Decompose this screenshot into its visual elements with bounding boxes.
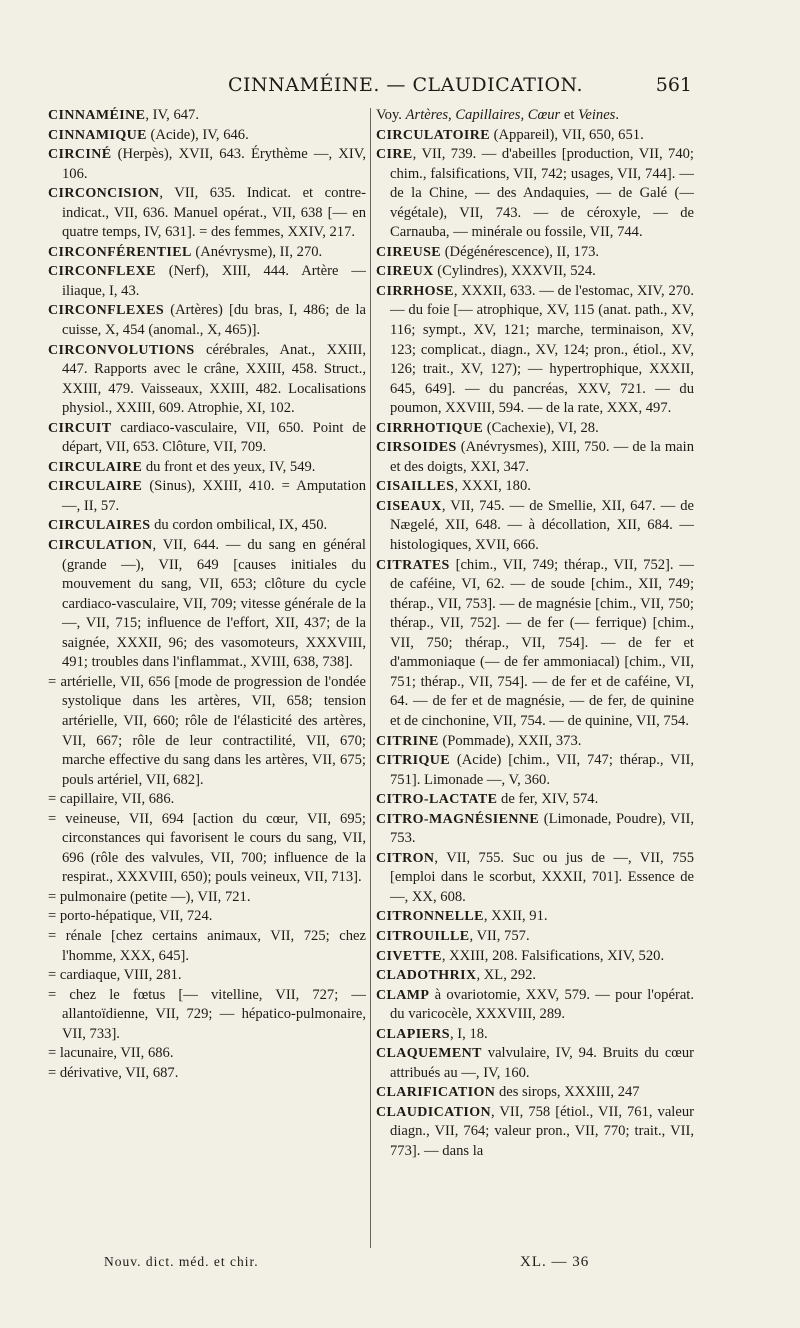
entry-term: CIRCONFLEXES	[48, 303, 165, 319]
entry-term: CINNAMÉINE	[48, 108, 146, 123]
index-entry	[48, 673, 366, 790]
index-entry	[48, 907, 366, 927]
entry-term: CIRCULATOIRE	[376, 127, 490, 143]
index-entry	[48, 419, 366, 458]
entry-term: CITRATES	[376, 557, 450, 573]
entry-references: = artérielle, VII, 656 [mode de progression de l'ondée systolique dans les artères, VII, 658; tension artérielle, VII, 660; rôle de l'élasticité des artères, VII, 667; rôle de leur contractilité, VII, 670; marche effective du sang dans les artères, VII, 675; pouls artériel, VII, 682].	[48, 673, 366, 788]
index-entry	[376, 810, 694, 849]
index-entry	[376, 477, 694, 497]
entry-references: des sirops, XXXIII, 247	[495, 1084, 640, 1101]
index-entry	[48, 243, 366, 263]
entry-references: , XXII, 91.	[483, 908, 548, 925]
entry-references: (Sinus), XXIII, 410. = Amputation —, II, 57.	[62, 478, 366, 514]
entry-references: = porto-hépatique, VII, 724.	[48, 908, 213, 925]
entry-term: CITRONNELLE	[376, 909, 484, 925]
index-entry	[376, 243, 694, 263]
entry-term: CITRIQUE	[376, 753, 450, 769]
running-head	[0, 74, 800, 104]
entry-term: CIRSOIDES	[376, 440, 457, 456]
index-entry	[48, 536, 366, 673]
see-also-prefix: Voy.	[376, 107, 406, 123]
entry-term: CLADOTHRIX	[376, 968, 477, 984]
entry-references: , IV, 647.	[145, 107, 199, 123]
entry-references: (Acide) [chim., VII, 747; thérap., VII, 751]. Limonade —, V, 360.	[390, 752, 694, 788]
index-entry	[48, 106, 366, 126]
entry-term: CITRON	[376, 850, 435, 866]
index-entry	[376, 145, 694, 243]
index-entry	[48, 126, 366, 146]
entry-references: , VII, 644. — du sang en général (grande —), VII, 649 [causes initiales du mouvement du sang, VII, 653; clôture du cycle cardiaco-vasculaire, VII, 709; vitesse générale de la —, VII, 715; influence de l'effort, XII, 437; de la saignée, XXXII, 96; des vasomoteurs, XXXVIII, 491; troubles dans l'inflammat., XVIII, 638, 738].	[62, 537, 366, 671]
entry-references: = capillaire, VII, 686.	[48, 791, 175, 808]
index-entry	[376, 849, 694, 908]
entry-term: CLAMP	[376, 987, 430, 1003]
entry-term: CITRO-MAGNÉSIENNE	[376, 811, 540, 827]
entry-references: (Pommade), XXII, 373.	[438, 732, 582, 749]
entry-references: (Artères) [du bras, I, 486; de la cuisse, X, 454 (anomal., X, 465)].	[62, 302, 366, 339]
entry-references: (Nerf), XIII, 444. Artère — iliaque, I, 43.	[62, 263, 366, 299]
entry-references: valvulaire, IV, 94. Bruits du cœur attribués au —, IV, 160.	[390, 1045, 694, 1081]
index-entry	[48, 516, 366, 536]
index-entry	[48, 810, 366, 888]
index-entry	[48, 888, 366, 908]
entry-references: , VII, 755. Suc ou jus de —, VII, 755 [emploi dans le scorbut, XXXII, 701]. Essence de —, XX, 608.	[390, 849, 694, 905]
index-entry	[376, 1103, 694, 1162]
footer-signature: XL. — 36	[520, 1254, 590, 1270]
index-entry	[376, 282, 694, 419]
left-column	[48, 106, 366, 1083]
index-entry	[376, 947, 694, 967]
index-entry	[376, 497, 694, 556]
entry-term: CIRCONVOLUTIONS	[48, 342, 195, 358]
entry-term: CIREUX	[376, 264, 434, 280]
entry-references: (Dégénérescence), II, 173.	[441, 243, 600, 260]
index-entry	[376, 1083, 694, 1103]
index-entry	[376, 732, 694, 752]
entry-references: du cordon ombilical, IX, 450.	[150, 517, 328, 534]
entry-references: (Anévrysmes), XIII, 750. — de la main et des doigts, XXI, 347.	[390, 439, 694, 475]
footer-publication: Nouv. dict. méd. et chir.	[104, 1254, 259, 1269]
entry-term: CIREUSE	[376, 244, 442, 260]
entry-term: CLAQUEMENT	[376, 1046, 482, 1062]
entry-references: , VII, 739. — d'abeilles [production, VII, 740; chim., falsifications, VII, 742; usages, VII, 744]. — de la Chine, — des Andaquies, — de Galé (— végétale), VII, 743. — de céroxyle, — de Carnauba, — minérale ou fossile, VII, 744.	[390, 146, 694, 241]
index-entry	[48, 145, 366, 184]
entry-references: cérébrales, Anat., XXIII, 447. Rapports avec le crâne, XXIII, 458. Struct., XXIII, 479. Vaisseaux, XXIII, 482. Localisations physiol., XXIII, 609. Atrophie, XI, 102.	[62, 341, 366, 417]
page-number: 561	[655, 74, 692, 96]
entry-references: = chez le fœtus [— vitelline, VII, 727; — allantoïdienne, VII, 729; — hépatico-pulmonaire, VII, 733].	[48, 986, 366, 1042]
entry-references: , XXXII, 633. — de l'estomac, XIV, 270. — du foie [— atrophique, XV, 115 (anat. path., XV, 116; sympt., XV, 121; marche, terminaison, XV, 123; complicat., diagn., XV, 124; pron., étiol., XV, 126; trait., XV, 127); — hypertrophique, XXXII, 645, 649]. — du pancréas, XXV, 721. — du poumon, XXVIII, 594. — de la rate, XXX, 497.	[390, 282, 694, 417]
entry-term: CIRCULATION	[48, 538, 153, 554]
entry-references: , VII, 635. Indicat. et contre-indicat., VII, 636. Manuel opérat., VII, 638 [— en quatre temps, IV, 631]. = des femmes, XXIV, 217.	[62, 185, 366, 241]
index-entry	[48, 1064, 366, 1084]
entry-references: = pulmonaire (petite —), VII, 721.	[48, 888, 251, 905]
index-entry	[376, 751, 694, 790]
entry-references: = cardiaque, VIII, 281.	[48, 967, 182, 984]
entry-references: (Appareil), VII, 650, 651.	[489, 126, 644, 143]
index-entry	[376, 126, 694, 146]
entry-references: (Herpès), XVII, 643. Érythème —, XIV, 106.	[62, 146, 366, 182]
index-entry	[376, 438, 694, 477]
index-entry	[376, 556, 694, 732]
index-entry	[376, 927, 694, 947]
entry-references: (Acide), IV, 646.	[146, 126, 249, 143]
see-also-last: Veines	[578, 107, 616, 123]
index-entry	[376, 1044, 694, 1083]
entry-references: , XXXI, 180.	[454, 478, 531, 495]
entry-references: de fer, XIV, 574.	[497, 791, 599, 808]
see-also-line	[376, 106, 694, 126]
entry-term: CINNAMIQUE	[48, 127, 147, 143]
entry-term: CLAPIERS	[376, 1026, 450, 1042]
entry-references: (Cylindres), XXXVII, 524.	[433, 263, 596, 280]
right-column-entries	[376, 126, 694, 1162]
entry-references: , I, 18.	[450, 1025, 488, 1042]
entry-term: CIRCULAIRE	[48, 459, 143, 475]
column-divider	[370, 108, 371, 1248]
index-entry	[376, 966, 694, 986]
entry-term: CITROUILLE	[376, 928, 470, 944]
index-entry	[48, 301, 366, 340]
entry-references: = dérivative, VII, 687.	[48, 1064, 179, 1081]
entry-term: CIRCONFLEXE	[48, 264, 156, 280]
index-entry	[48, 477, 366, 516]
entry-references: = veineuse, VII, 694 [action du cœur, VII, 695; circonstances qui favorisent le cours du sang, VII, 696 (rôle des valvules, VII, 700; influence de la respirat., XXXVIII, 650); pouls veineux, VII, 713].	[48, 810, 366, 886]
entry-references: à ovariotomie, XXV, 579. — pour l'opérat. du varicocèle, XXXVIII, 289.	[390, 986, 694, 1023]
index-entry	[48, 184, 366, 243]
entry-references: , XXIII, 208. Falsifications, XIV, 520.	[441, 947, 665, 964]
entry-references: (Limonade, Poudre), VII, 753.	[390, 810, 694, 847]
entry-term: CIRCULAIRES	[48, 518, 151, 534]
see-also-links: Artères, Capillaires, Cœur	[405, 107, 561, 123]
entry-references: (Anévrysme), II, 270.	[191, 243, 323, 260]
entry-term: CIRCONCISION	[48, 186, 160, 202]
running-head-title: CINNAMÉINE. — CLAUDICATION.	[228, 74, 584, 96]
page-footer	[0, 1254, 800, 1278]
entry-term: CIRE	[376, 147, 413, 163]
entry-references: , VII, 758 [étiol., VII, 761, valeur diagn., VII, 764; valeur pron., VII, 770; trait., VII, 773]. — dans la	[390, 1103, 694, 1159]
index-entry	[48, 458, 366, 478]
entry-term: CIRRHOTIQUE	[376, 420, 484, 436]
entry-term: CIRCONFÉRENTIEL	[48, 244, 192, 260]
entry-references: , VII, 745. — de Smellie, XII, 647. — de Nægelé, XII, 648. — à décollation, XII, 684. — histologiques, XVII, 666.	[390, 497, 694, 554]
entry-term: CITRO-LACTATE	[376, 792, 498, 808]
entry-term: CIRRHOSE	[376, 283, 454, 299]
index-entry	[48, 986, 366, 1045]
index-entry	[48, 790, 366, 810]
index-entry	[48, 1044, 366, 1064]
entry-references: , XL, 292.	[476, 967, 537, 984]
entry-term: CITRINE	[376, 733, 439, 749]
entry-references: (Cachexie), VI, 28.	[483, 419, 599, 436]
entry-references: du front et des yeux, IV, 549.	[142, 458, 316, 475]
index-entry	[376, 1025, 694, 1045]
index-entry	[48, 927, 366, 966]
entry-references: cardiaco-vasculaire, VII, 650. Point de départ, VII, 653. Clôture, VII, 709.	[62, 419, 366, 456]
index-entry	[376, 986, 694, 1025]
entry-term: CLAUDICATION	[376, 1104, 491, 1120]
entry-term: CLARIFICATION	[376, 1085, 496, 1101]
index-entry	[48, 966, 366, 986]
entry-term: CIRCINÉ	[48, 147, 112, 163]
entry-term: CIRCUIT	[48, 420, 112, 436]
see-also-middle: et	[560, 107, 579, 123]
see-also-suffix: .	[615, 107, 620, 123]
entry-term: CIRCULAIRE	[48, 479, 143, 495]
index-entry	[376, 790, 694, 810]
entry-references: = rénale [chez certains animaux, VII, 725; chez l'homme, XXX, 645].	[48, 927, 366, 964]
index-entry	[376, 907, 694, 927]
index-entry	[376, 262, 694, 282]
index-entry	[376, 419, 694, 439]
entry-term: CISEAUX	[376, 498, 442, 514]
index-entry	[48, 341, 366, 419]
entry-references: , VII, 757.	[469, 927, 530, 944]
entry-term: CISAILLES	[376, 479, 455, 495]
entry-term: CIVETTE	[376, 948, 442, 964]
entry-references: = lacunaire, VII, 686.	[48, 1045, 174, 1062]
entry-references: [chim., VII, 749; thérap., VII, 752]. — de caféine, VI, 62. — de soude [chim., XII, 749; thérap., VII, 753]. — de magnésie [chim., VII, 750; thérap., VII, 752]. — de fer (— ferrique) [chim., VII, 750; thérap., VII, 754]. — de fer et d'ammoniaque (— de fer ammoniacal) [chim., VII, 751; thérap., VII, 754]. — de fer et de caféine, VI, 64. — de fer et de magnésie, — de fer, de quinine et de cinchonine, VII, 754. — de quinine, VII, 754.	[390, 556, 694, 729]
index-entry	[48, 262, 366, 301]
right-column	[376, 106, 694, 1162]
